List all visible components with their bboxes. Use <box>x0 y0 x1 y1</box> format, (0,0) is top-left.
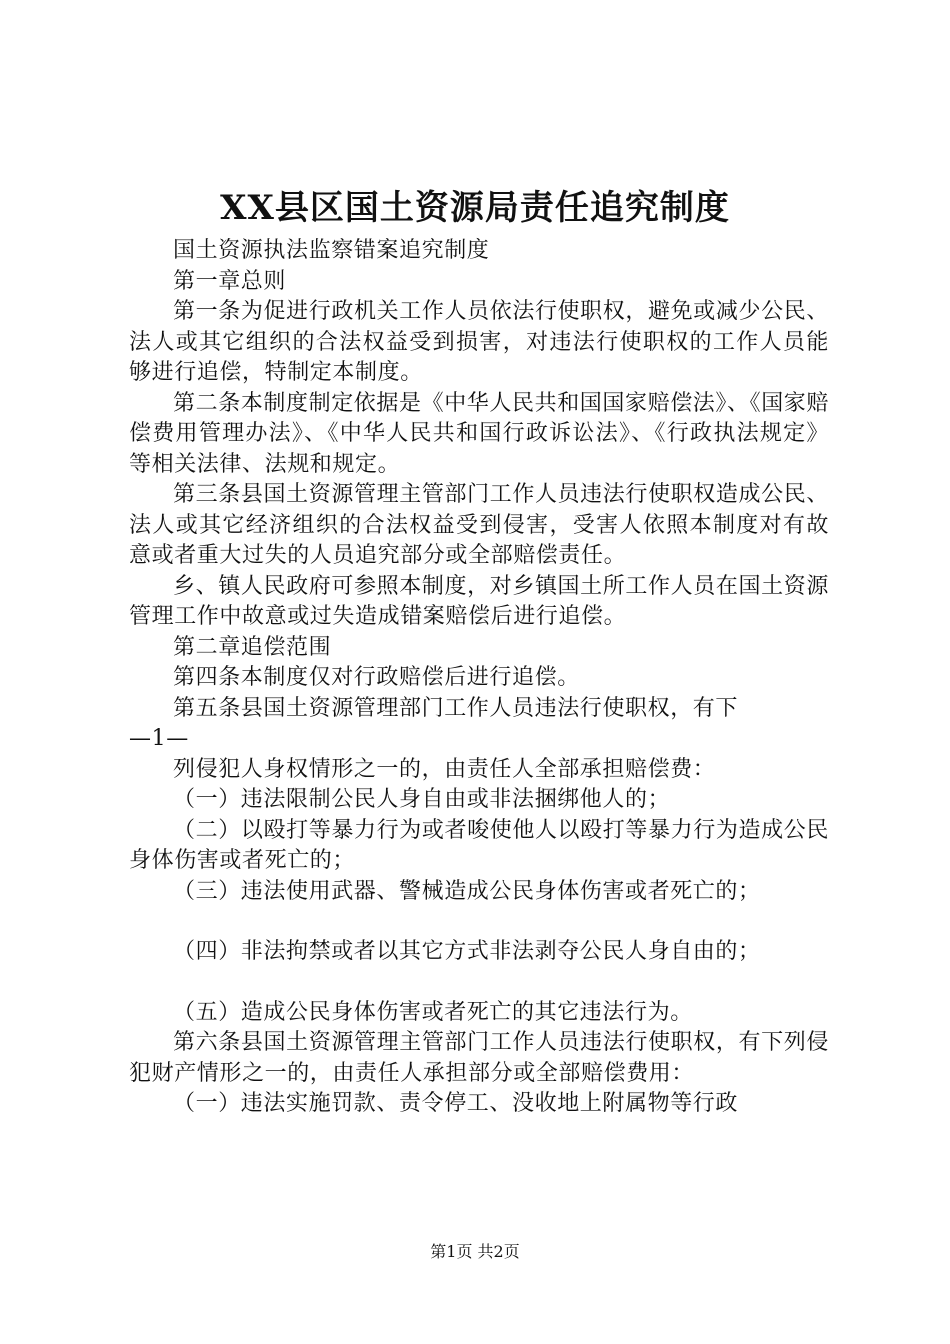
chapter-heading: 第一章总则 <box>173 268 287 294</box>
article-paragraph: 第五条县国土资源管理部门工作人员违法行使职权，有下 <box>173 695 739 721</box>
document-title: XX县区国土资源局责任追究制度 <box>220 188 730 228</box>
list-item: （五）造成公民身体伤害或者死亡的其它违法行为。 <box>173 999 693 1025</box>
list-item: （一）违法限制公民人身自由或非法捆绑他人的； <box>173 787 671 812</box>
article-paragraph: 第六条县国土资源管理主管部门工作人员违法行使职权，有下列侵犯财产情形之一的，由责任人承担部分或全部赔偿费用： <box>129 1030 829 1086</box>
article-paragraph: 乡、镇人民政府可参照本制度，对乡镇国土所工作人员在国土资源管理工作中故意或过失造成错案赔偿后进行追偿。 <box>129 573 829 629</box>
page-footer: 第1页 共2页 <box>430 1242 520 1261</box>
list-item: （二）以殴打等暴力行为或者唆使他人以殴打等暴力行为造成公民身体伤害或者死亡的； <box>129 817 829 873</box>
list-item: （三）违法使用武器、警械造成公民身体伤害或者死亡的； <box>173 878 761 904</box>
article-paragraph: 第四条本制度仅对行政赔偿后进行追偿。 <box>173 665 580 690</box>
article-paragraph: 第二条本制度制定依据是《中华人民共和国国家赔偿法》、《国家赔偿费用管理办法》、《中华人民共和国行政诉讼法》、《行政执法规定》等相关法律、法规和规定。 <box>129 390 830 477</box>
list-item: （一）违法实施罚款、责令停工、没收地上附属物等行政 <box>173 1091 739 1116</box>
chapter-heading: 第二章追偿范围 <box>173 634 332 660</box>
document-body <box>129 236 829 1120</box>
page-marker: —1— <box>129 726 189 751</box>
article-paragraph: 第一条为促进行政机关工作人员依法行使职权，避免或减少公民、法人或其它组织的合法权益受到损害，对违法行使职权的工作人员能够进行追偿，特制定本制度。 <box>129 299 829 385</box>
article-paragraph: 列侵犯人身权情形之一的，由责任人全部承担赔偿费： <box>173 756 716 782</box>
list-item: （四）非法拘禁或者以其它方式非法剥夺公民人身自由的； <box>173 939 761 964</box>
paragraph-subtitle: 国土资源执法监察错案追究制度 <box>173 238 490 263</box>
article-paragraph: 第三条县国土资源管理主管部门工作人员违法行使职权造成公民、法人或其它经济组织的合法权益受到侵害，受害人依照本制度对有故意或者重大过失的人员追究部分或全部赔偿责任。 <box>129 482 829 568</box>
